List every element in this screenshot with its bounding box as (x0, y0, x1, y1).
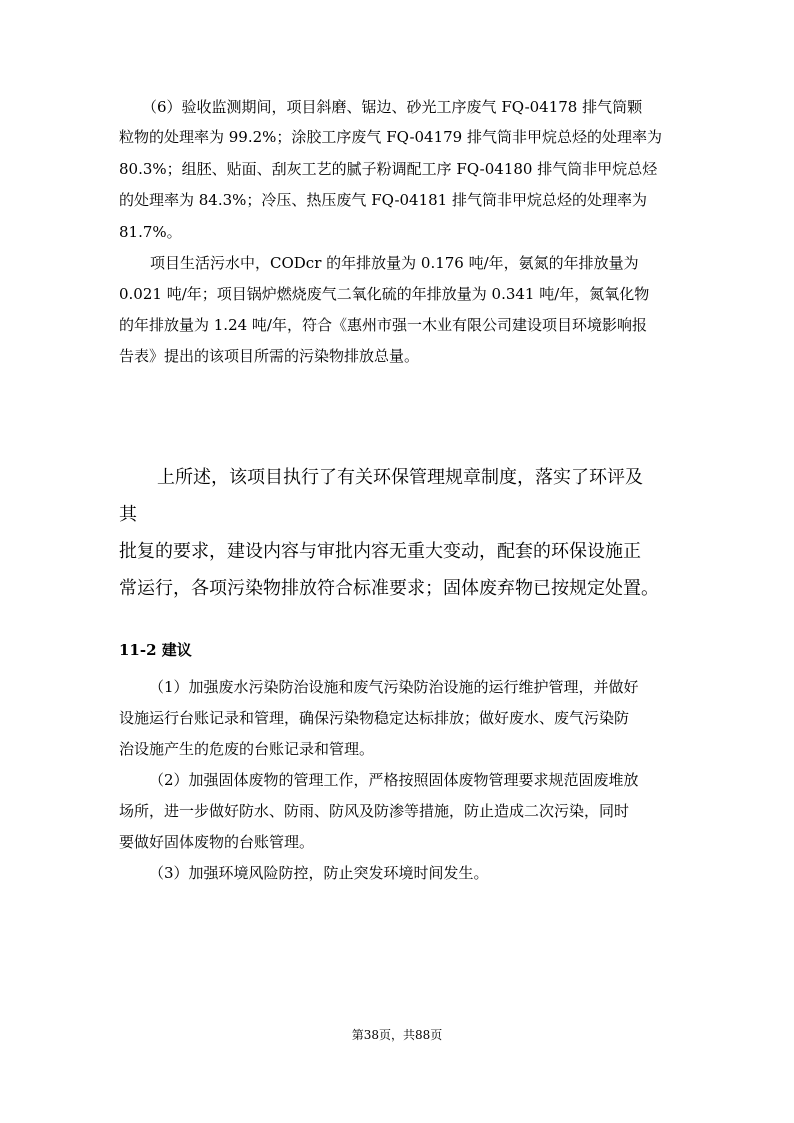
text-line: 治设施产生的危废的台账记录和管理。 (119, 740, 375, 758)
text-line: 81.7%。 (119, 223, 182, 241)
page-number: 第38页，共88页 (351, 1028, 443, 1042)
text-line: 要做好固体废物的台账管理。 (119, 833, 315, 851)
text-line: 项目生活污水中，CODcr 的年排放量为 0.176 吨/年，氨氮的年排放量为 (150, 254, 639, 272)
text-line: 设施运行台账记录和管理，确保污染物稳定达标排放；做好废水、废气污染防 (119, 709, 630, 727)
text-line: 上所述，该项目执行了有关环保管理规章制度，落实了环评及 (157, 467, 643, 488)
text-line: 粒物的处理率为 99.2%；涂胶工序废气 FQ-04179 排气筒非甲烷总烃的处理率为 (119, 128, 662, 146)
section-heading: 11-2 建议 (119, 641, 192, 659)
text-line: 的年排放量为 1.24 吨/年，符合《惠州市强一木业有限公司建设项目环境影响报 (119, 316, 647, 334)
text-line: 0.021 吨/年；项目锅炉燃烧废气二氧化硫的年排放量为 0.341 吨/年，氮氧化物 (119, 285, 650, 303)
text-line: 80.3%；组胚、贴面、刮灰工艺的腻子粉调配工序 FQ-04180 排气筒非甲烷总烃 (119, 160, 658, 178)
text-line: （6）验收监测期间，项目斜磨、锯边、砂光工序废气 FQ-04178 排气筒颗 (142, 98, 643, 116)
text-line: 其 (119, 504, 137, 525)
text-line: 批复的要求，建设内容与审批内容无重大变动，配套的环保设施正 (119, 541, 641, 562)
text-line: （2）加强固体废物的管理工作，严格按照固体废物管理要求规范固废堆放 (149, 771, 639, 789)
text-line: 告表》提出的该项目所需的污染物排放总量。 (119, 347, 420, 365)
text-line: 的处理率为 84.3%；冷压、热压废气 FQ-04181 排气筒非甲烷总烃的处理率为 (119, 191, 647, 209)
text-line: （1）加强废水污染防治设施和废气污染防治设施的运行维护管理，并做好 (149, 678, 639, 696)
text-line: 场所，进一步做好防水、防雨、防风及防渗等措施，防止造成二次污染，同时 (119, 802, 630, 820)
text-line: （3）加强环境风险防控，防止突发环境时间发生。 (149, 864, 489, 882)
text-line: 常运行，各项污染物排放符合标准要求；固体废弃物已按规定处置。 (119, 578, 659, 599)
